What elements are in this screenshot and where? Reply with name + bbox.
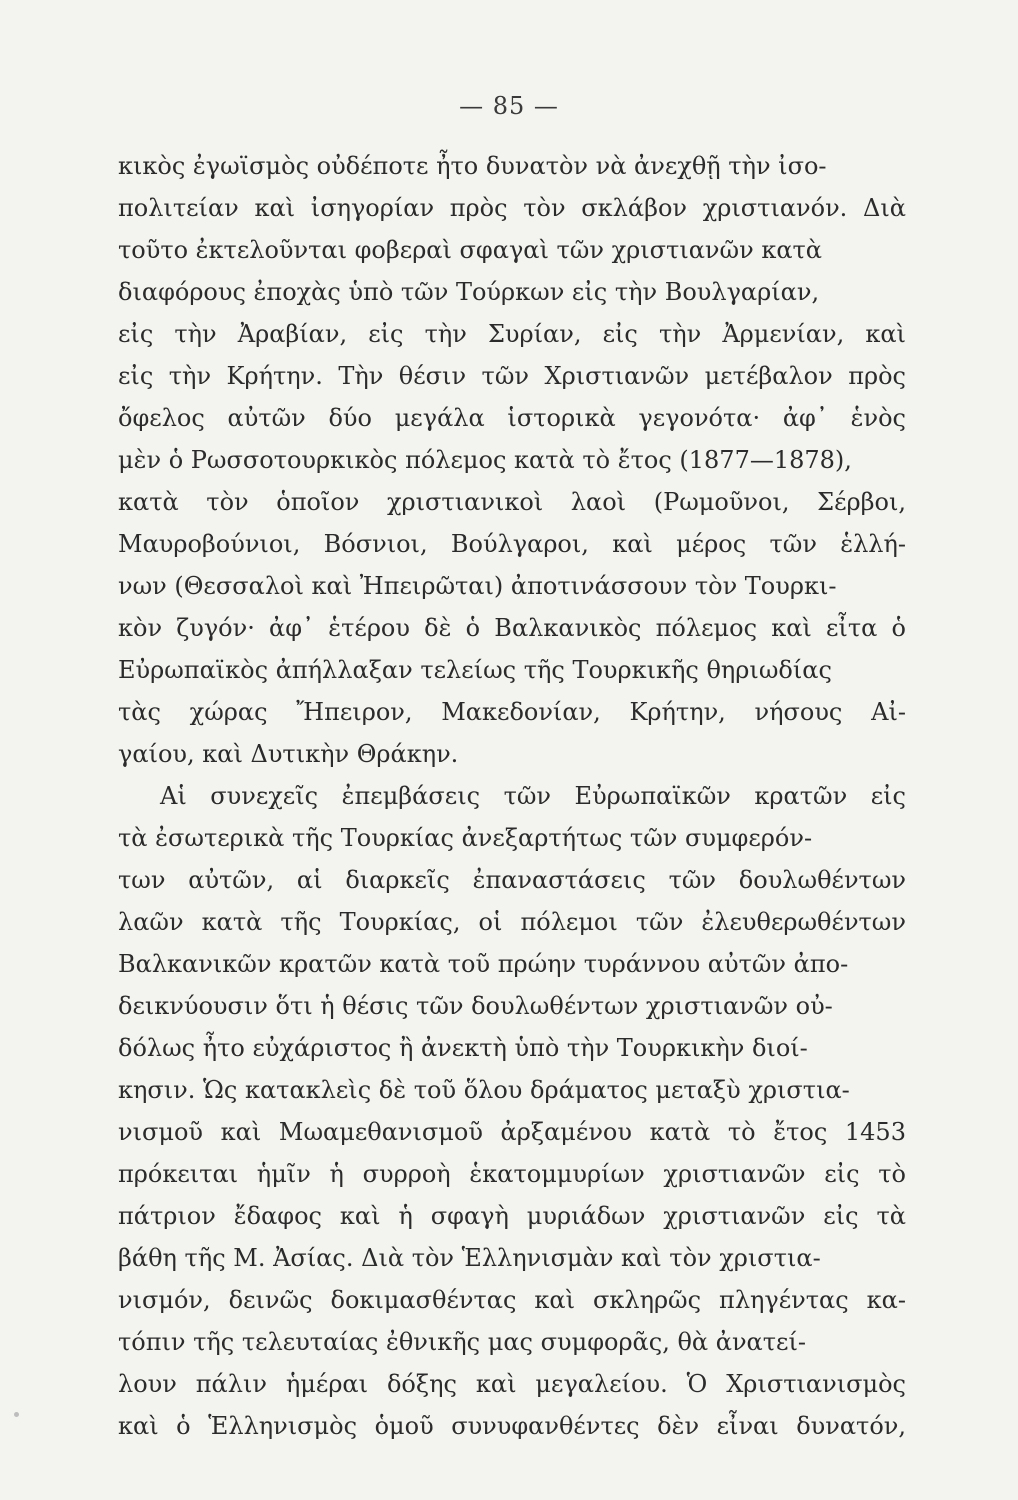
text-line: βάθη τῆς Μ. Ἀσίας. Διὰ τὸν Ἑλληνισμὰν καὶ τὸν χριστια- bbox=[118, 1244, 821, 1272]
text-line: Εὐρωπαϊκὸς ἀπήλλαξαν τελείως τῆς Τουρκικῆς θηριωδίας bbox=[118, 656, 832, 684]
text-line: τὰς χώρας Ἤπειρον, Μακεδονίαν, Κρήτην, νήσους Αἰ- bbox=[118, 698, 906, 726]
text-line: δεικνύουσιν ὅτι ἡ θέσις τῶν δουλωθέντων χριστιανῶν οὐ- bbox=[118, 992, 833, 1020]
text-line: εἰς τὴν Ἀραβίαν, εἰς τὴν Συρίαν, εἰς τὴν Ἀρμενίαν, καὶ bbox=[118, 320, 906, 348]
text-line: κικὸς ἐγωϊσμὸς οὐδέποτε ἦτο δυνατὸν νὰ ἀνεχθῇ τὴν ἰσο- bbox=[118, 152, 827, 180]
text-line: μὲν ὁ Ρωσσοτουρκικὸς πόλεμος κατὰ τὸ ἔτος (1877—1878), bbox=[118, 446, 852, 474]
text-line: Αἱ συνεχεῖς ἐπεμβάσεις τῶν Εὐρωπαϊκῶν κρατῶν εἰς bbox=[160, 782, 906, 810]
text-line: νων (Θεσσαλοὶ καὶ Ἠπειρῶται) ἀποτινάσσουν τὸν Τουρκι- bbox=[118, 572, 837, 600]
text-line: εἰς τὴν Κρήτην. Τὴν θέσιν τῶν Χριστιανῶν μετέβαλον πρὸς bbox=[118, 362, 906, 390]
text-line: πολιτείαν καὶ ἰσηγορίαν πρὸς τὸν σκλάβον χριστιανόν. Διὰ bbox=[118, 194, 906, 222]
text-line: κατὰ τὸν ὁποῖον χριστιανικοὶ λαοὶ (Ρωμοῦνοι, Σέρβοι, bbox=[118, 488, 906, 516]
text-line: νισμόν, δεινῶς δοκιμασθέντας καὶ σκληρῶς πληγέντας κα- bbox=[118, 1286, 906, 1314]
paper-speck bbox=[14, 1412, 19, 1417]
text-line: νισμοῦ καὶ Μωαμεθανισμοῦ ἀρξαμένου κατὰ τὸ ἔτος 1453 bbox=[118, 1118, 906, 1146]
text-line: Βαλκανικῶν κρατῶν κατὰ τοῦ πρώην τυράννου αὐτῶν ἀπο- bbox=[118, 950, 849, 978]
text-line: Μαυροβούνιοι, Βόσνιοι, Βούλγαροι, καὶ μέρος τῶν ἑλλή- bbox=[118, 530, 906, 558]
text-line: δόλως ἦτο εὐχάριστος ἢ ἀνεκτὴ ὑπὸ τὴν Τουρκικὴν διοί- bbox=[118, 1034, 808, 1062]
text-line: κὸν ζυγόν· ἀφ᾽ ἑτέρου δὲ ὁ Βαλκανικὸς πόλεμος καὶ εἶτα ὁ bbox=[118, 614, 906, 642]
text-line: καὶ ὁ Ἑλληνισμὸς ὁμοῦ συνυφανθέντες δὲν εἶναι δυνατόν, bbox=[118, 1412, 906, 1440]
text-line: λαῶν κατὰ τῆς Τουρκίας, οἱ πόλεμοι τῶν ἐλευθερωθέντων bbox=[118, 908, 906, 936]
text-line: πάτριον ἔδαφος καὶ ἡ σφαγὴ μυριάδων χριστιανῶν εἰς τὰ bbox=[118, 1202, 906, 1230]
text-line: λουν πάλιν ἡμέραι δόξης καὶ μεγαλείου. Ὁ Χριστιανισμὸς bbox=[118, 1370, 906, 1398]
text-line: των αὐτῶν, αἱ διαρκεῖς ἐπαναστάσεις τῶν δουλωθέντων bbox=[118, 866, 906, 894]
text-line: ὄφελος αὐτῶν δύο μεγάλα ἱστορικὰ γεγονότα· ἀφ᾽ ἑνὸς bbox=[118, 404, 906, 432]
text-line: διαφόρους ἐποχὰς ὑπὸ τῶν Τούρκων εἰς τὴν Βουλγαρίαν, bbox=[118, 278, 820, 306]
text-line: γαίου, καὶ Δυτικὴν Θράκην. bbox=[118, 740, 459, 768]
text-line: πρόκειται ἡμῖν ἡ συρροὴ ἑκατομμυρίων χριστιανῶν εἰς τὸ bbox=[118, 1160, 906, 1188]
text-line: τόπιν τῆς τελευταίας ἐθνικῆς μας συμφορᾶς, θὰ ἀνατεί- bbox=[118, 1328, 806, 1356]
text-line: κησιν. Ὡς κατακλεὶς δὲ τοῦ ὅλου δράματος μεταξὺ χριστια- bbox=[118, 1076, 850, 1104]
text-line: τοῦτο ἐκτελοῦνται φοβεραὶ σφαγαὶ τῶν χριστιανῶν κατὰ bbox=[118, 236, 823, 264]
text-line: τὰ ἐσωτερικὰ τῆς Τουρκίας ἀνεξαρτήτως τῶν συμφερόν- bbox=[118, 824, 813, 852]
page-number: — 85 — bbox=[459, 92, 559, 120]
